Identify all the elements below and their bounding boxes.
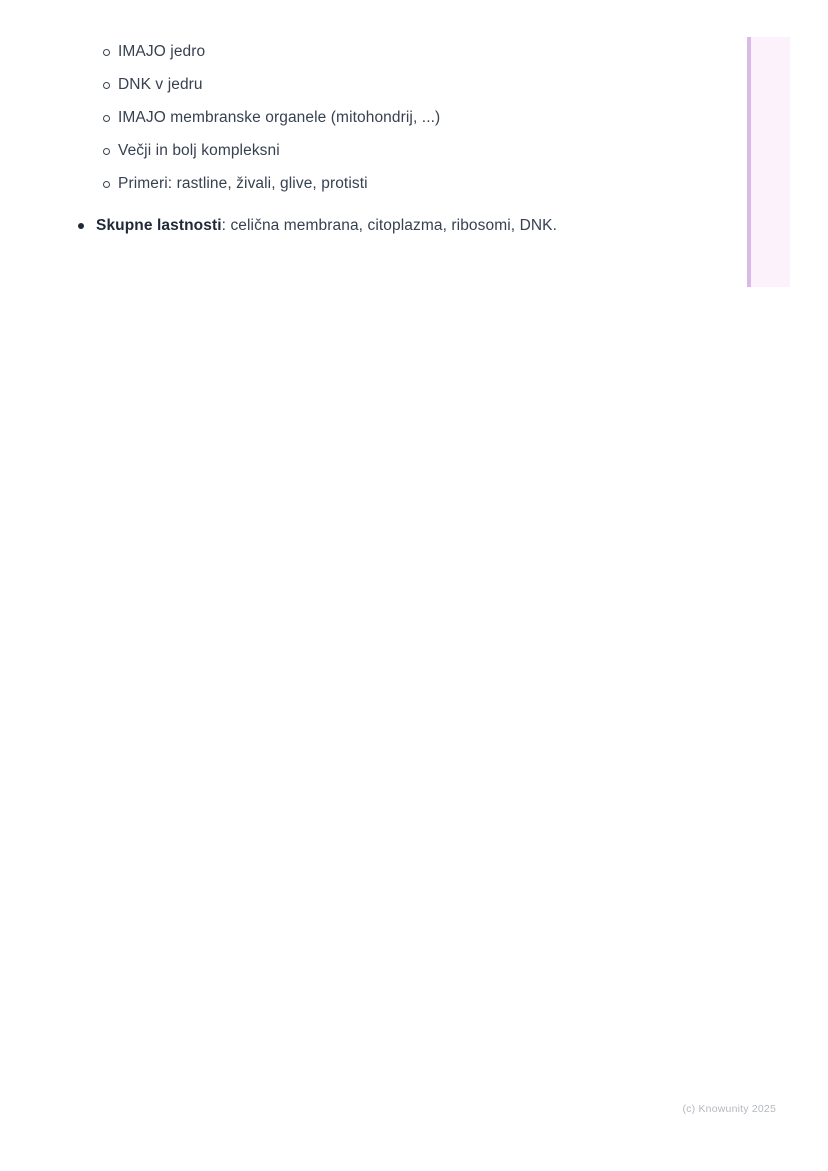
list-item — [78, 213, 557, 238]
list-item — [103, 139, 557, 163]
copyright-footer — [683, 1102, 776, 1116]
list-item-text: IMAJO jedro — [118, 43, 206, 60]
notes-content — [78, 40, 557, 238]
list-item — [103, 73, 557, 97]
list-item-text: Večji in bolj kompleksni — [118, 142, 280, 159]
circle-bullet-icon — [103, 148, 110, 155]
list-item-bold-text: Skupne lastnosti — [96, 217, 222, 234]
list-item — [103, 172, 557, 196]
list-item — [103, 40, 557, 64]
circle-bullet-icon — [103, 49, 110, 56]
circle-bullet-icon — [103, 181, 110, 188]
list-item-text — [96, 213, 557, 238]
circle-bullet-icon — [103, 82, 110, 89]
disc-bullet-icon — [78, 223, 84, 229]
sub-bullet-list — [78, 40, 557, 196]
list-item-regular-text: : celična membrana, citoplazma, ribosomi, DNK. — [221, 217, 558, 234]
list-item-text: IMAJO membranske organele (mitohondrij, ...) — [118, 109, 441, 126]
list-item — [103, 106, 557, 130]
copyright-text: (c) Knowunity 2025 — [682, 1103, 776, 1115]
circle-bullet-icon — [103, 115, 110, 122]
highlight-annotation-bar — [747, 37, 790, 287]
list-item-text: Primeri: rastline, živali, glive, protisti — [118, 175, 368, 192]
list-item-text: DNK v jedru — [118, 76, 203, 93]
